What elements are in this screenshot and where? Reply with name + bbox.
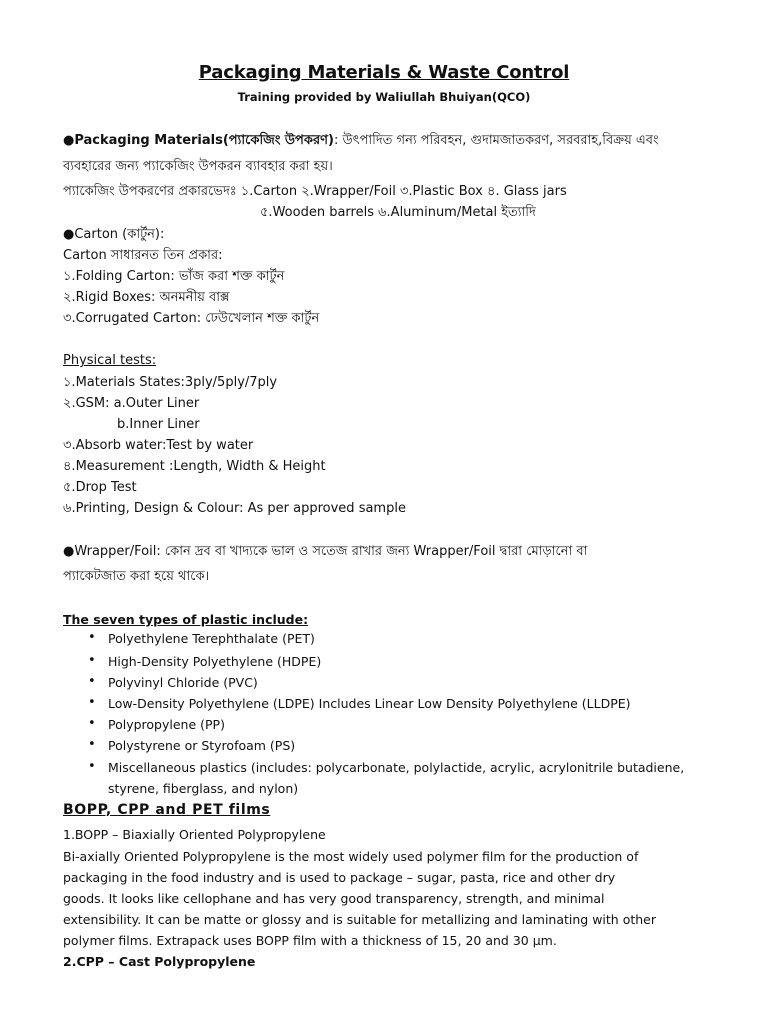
bullet-icon: •: [88, 653, 96, 668]
document-subtitle: Training provided by Waliullah Bhuiyan(QCO): [237, 90, 531, 104]
packaging-types-line-1: প্যাকেজিং উপকরণের প্রকারভেদঃ ১.Carton ২.Wrapper/Foil ৩.Plastic Box ৪. Glass jars: [63, 184, 567, 199]
films-heading: BOPP, CPP and PET films: [63, 802, 271, 818]
plastic-item: Polyethylene Terephthalate (PET): [108, 631, 315, 646]
physical-test-item: ১.Materials States:3ply/5ply/7ply: [63, 375, 278, 390]
bopp-line: extensibility. It can be matte or glossy and is suitable for metallizing and laminating with other: [63, 912, 656, 927]
wrapper-line-2: প্যাকেটজাত করা হয়ে থাকে।: [63, 569, 210, 584]
cpp-title: 2.CPP – Cast Polypropylene: [63, 954, 256, 969]
packaging-line-2: ব্যবহারের জন্য প্যাকেজিং উপকরন ব্যাবহার করা হয়।: [63, 159, 333, 174]
carton-type-2: ২.Rigid Boxes: অনমনীয় বাক্স: [63, 290, 230, 305]
document-title: Packaging Materials & Waste Control: [198, 62, 570, 83]
physical-test-item: ৬.Printing, Design & Colour: As per approved sample: [63, 501, 406, 516]
bullet-icon: •: [88, 716, 96, 731]
bullet-icon: •: [88, 630, 96, 645]
plastic-item-continuation: styrene, fiberglass, and nylon): [108, 781, 299, 796]
packaging-line-1: [63, 132, 659, 149]
plastic-item: High-Density Polyethylene (HDPE): [108, 654, 322, 669]
carton-type-1: ১.Folding Carton: ভাঁজ করা শক্ত কার্টুন: [63, 269, 285, 284]
plastic-item: Polyvinyl Chloride (PVC): [108, 675, 258, 690]
bullet-icon: •: [88, 674, 96, 689]
packaging-types-line-2: ৫.Wooden barrels ৬.Aluminum/Metal ইত্যাদি: [260, 205, 536, 220]
bopp-line: polymer films. Extrapack uses BOPP film with a thickness of 15, 20 and 30 μm.: [63, 933, 557, 948]
bullet-icon: •: [88, 695, 96, 710]
plastic-item: Low-Density Polyethylene (LDPE) Includes Linear Low Density Polyethylene (LLDPE): [108, 696, 631, 711]
carton-type-3: ৩.Corrugated Carton: ঢেউখেলান শক্ত কার্টুন: [63, 311, 320, 326]
physical-test-item: b.Inner Liner: [117, 417, 200, 432]
physical-test-item: ২.GSM: a.Outer Liner: [63, 396, 200, 411]
plastic-item: Polypropylene (PP): [108, 717, 225, 732]
bullet-icon: •: [88, 737, 96, 752]
plastics-heading: The seven types of plastic include:: [63, 612, 309, 627]
physical-test-item: ৫.Drop Test: [63, 480, 137, 495]
plastic-item: Polystyrene or Styrofoam (PS): [108, 738, 296, 753]
bullet-icon: •: [88, 759, 96, 774]
physical-tests-heading: Physical tests:: [63, 353, 157, 368]
packaging-heading: ●Packaging Materials(প্যাকেজিং উপকরণ): [63, 133, 334, 148]
physical-test-item: ৪.Measurement :Length, Width & Height: [63, 459, 326, 474]
carton-heading: ●Carton (কার্টুন):: [63, 227, 165, 242]
carton-intro: Carton সাধারনত তিন প্রকার:: [63, 248, 223, 263]
bopp-line: Bi-axially Oriented Polypropylene is the most widely used polymer film for the production of: [63, 849, 639, 864]
packaging-definition: : উৎপাদিত গন্য পরিবহন, গুদামজাতকরণ, সরবরাহ,বিক্রয় এবং: [333, 133, 659, 148]
bopp-line: goods. It looks like cellophane and has very good transparency, strength, and minimal: [63, 891, 605, 906]
physical-test-item: ৩.Absorb water:Test by water: [63, 438, 254, 453]
bopp-title: 1.BOPP – Biaxially Oriented Polypropylene: [63, 827, 326, 842]
plastic-item: Miscellaneous plastics (includes: polycarbonate, polylactide, acrylic, acrylonitrile butadiene,: [108, 760, 685, 775]
bopp-paragraph: [63, 846, 703, 951]
bopp-line: packaging in the food industry and is used to package – sugar, pasta, rice and other dry: [63, 870, 616, 885]
wrapper-line-1: ●Wrapper/Foil: কোন দ্রব বা খাদ্যকে ভাল ও সতেজ রাখার জন্য Wrapper/Foil দ্বারা মোড়ানো বা: [63, 544, 588, 559]
